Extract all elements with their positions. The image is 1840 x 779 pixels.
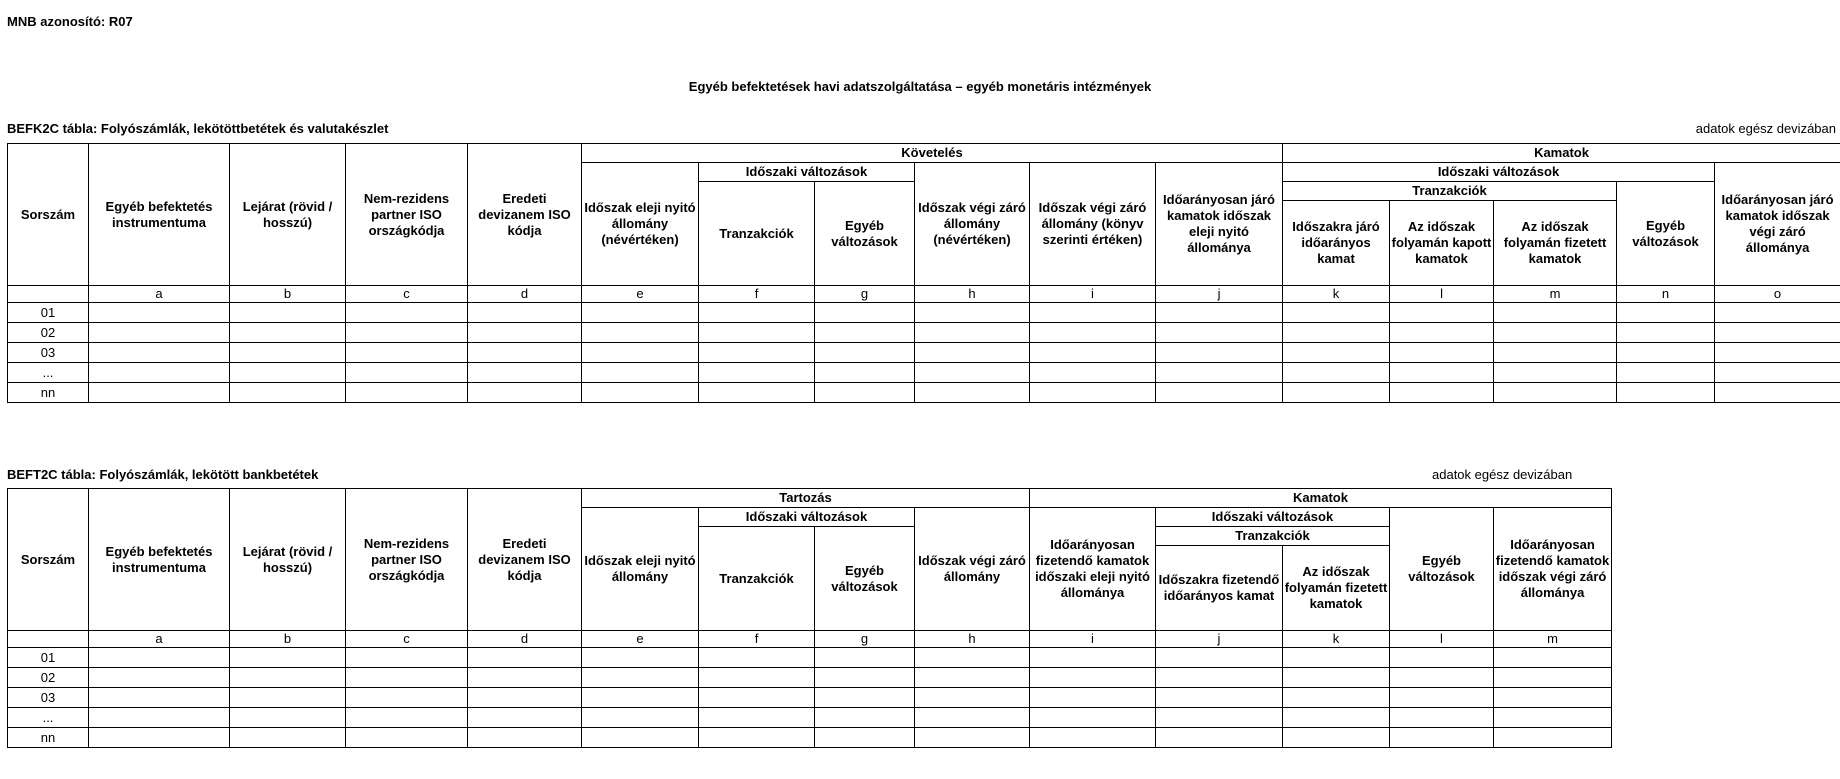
group-debt-header: Tartozás — [582, 489, 1030, 508]
data-cell[interactable] — [1390, 708, 1494, 728]
row-number: 01 — [8, 648, 89, 668]
col-currency-header: Eredeti devizanem ISO kódja — [468, 489, 582, 631]
data-cell[interactable] — [1030, 303, 1156, 323]
data-cell[interactable] — [1715, 383, 1840, 403]
int-trans-header: Tranzakciók — [1156, 527, 1390, 546]
data-cell[interactable] — [346, 323, 468, 343]
table-row — [8, 668, 1612, 688]
data-cell[interactable] — [815, 648, 915, 668]
data-cell[interactable] — [346, 648, 468, 668]
col-n-header: Egyéb változások — [1617, 182, 1715, 286]
row-number: ... — [8, 708, 89, 728]
data-cell[interactable] — [1494, 728, 1612, 748]
letter-cell: i — [1030, 286, 1156, 303]
data-cell[interactable] — [1494, 343, 1617, 363]
data-cell[interactable] — [89, 688, 230, 708]
data-cell[interactable] — [1030, 668, 1156, 688]
letter-cell: k — [1283, 286, 1390, 303]
letter-cell: a — [89, 631, 230, 648]
data-cell[interactable] — [915, 383, 1030, 403]
data-cell[interactable] — [1494, 708, 1612, 728]
data-cell[interactable] — [1617, 363, 1715, 383]
col-open-header: Időszak eleji nyitó állomány — [582, 508, 699, 631]
letter-cell: c — [346, 631, 468, 648]
data-cell[interactable] — [915, 363, 1030, 383]
data-cell[interactable] — [89, 343, 230, 363]
data-cell[interactable] — [699, 648, 815, 668]
data-cell[interactable] — [915, 343, 1030, 363]
col-j-header: Időszakra fizetendő időarányos kamat — [1156, 546, 1283, 631]
data-cell[interactable] — [1283, 343, 1390, 363]
data-cell[interactable] — [1283, 688, 1390, 708]
data-cell[interactable] — [230, 343, 346, 363]
data-cell[interactable] — [1715, 303, 1840, 323]
data-cell[interactable] — [699, 303, 815, 323]
table-row — [8, 708, 1612, 728]
data-cell[interactable] — [1715, 323, 1840, 343]
letter-cell: j — [1156, 286, 1283, 303]
data-cell[interactable] — [1283, 728, 1390, 748]
data-cell[interactable] — [468, 668, 582, 688]
letter-cell — [8, 631, 89, 648]
data-cell[interactable] — [1156, 323, 1283, 343]
data-cell[interactable] — [1494, 323, 1617, 343]
letter-cell: l — [1390, 286, 1494, 303]
col-close-header: Időszak végi záró állomány — [915, 508, 1030, 631]
data-cell[interactable] — [1494, 648, 1612, 668]
data-cell[interactable] — [468, 343, 582, 363]
data-cell[interactable] — [89, 708, 230, 728]
table-row — [8, 648, 1612, 668]
data-cell[interactable] — [1156, 303, 1283, 323]
data-cell[interactable] — [230, 688, 346, 708]
mnb-id: MNB azonosító: R07 — [7, 14, 133, 29]
data-cell[interactable] — [468, 303, 582, 323]
letter-cell: c — [346, 286, 468, 303]
main-title: Egyéb befektetések havi adatszolgáltatása – egyéb monetáris intézmények — [688, 79, 1152, 94]
data-cell[interactable] — [230, 708, 346, 728]
data-cell[interactable] — [815, 688, 915, 708]
letter-cell: m — [1494, 286, 1617, 303]
col-serial-header: Sorszám — [8, 144, 89, 286]
data-cell[interactable] — [230, 323, 346, 343]
data-cell[interactable] — [915, 728, 1030, 748]
data-cell[interactable] — [1617, 323, 1715, 343]
data-cell[interactable] — [89, 303, 230, 323]
letter-cell: i — [1030, 631, 1156, 648]
data-cell[interactable] — [815, 383, 915, 403]
letter-cell: a — [89, 286, 230, 303]
int-period-changes-header: Időszaki változások — [1156, 508, 1390, 527]
data-cell[interactable] — [468, 383, 582, 403]
data-cell[interactable] — [1390, 648, 1494, 668]
col-maturity-header: Lejárat (rövid / hosszú) — [230, 144, 346, 286]
letter-cell: b — [230, 286, 346, 303]
col-int-open-header: Időarányosan fizetendő kamatok időszaki eleji nyitó állománya — [1030, 508, 1156, 631]
data-cell[interactable] — [1715, 343, 1840, 363]
col-m-header: Időarányosan fizetendő kamatok időszak végi záró állománya — [1494, 508, 1612, 631]
data-cell[interactable] — [1156, 708, 1283, 728]
table-row — [8, 303, 1840, 323]
data-cell[interactable] — [89, 668, 230, 688]
data-cell[interactable] — [699, 728, 815, 748]
row-number: 03 — [8, 343, 89, 363]
col-instrument-header: Egyéb befektetés instrumentuma — [89, 489, 230, 631]
data-cell[interactable] — [468, 688, 582, 708]
data-cell[interactable] — [815, 363, 915, 383]
data-cell[interactable] — [346, 708, 468, 728]
letter-cell: h — [915, 286, 1030, 303]
col-l-header: Az időszak folyamán kapott kamatok — [1390, 201, 1494, 286]
data-cell[interactable] — [815, 323, 915, 343]
data-cell[interactable] — [230, 303, 346, 323]
data-cell[interactable] — [1030, 343, 1156, 363]
data-cell[interactable] — [1390, 728, 1494, 748]
row-number: 01 — [8, 303, 89, 323]
period-changes-header: Időszaki változások — [699, 508, 915, 527]
data-cell[interactable] — [699, 383, 815, 403]
row-number: ... — [8, 363, 89, 383]
col-k-header: Az időszak folyamán fizetett kamatok — [1283, 546, 1390, 631]
group-interest-header: Kamatok — [1030, 489, 1612, 508]
data-cell[interactable] — [89, 728, 230, 748]
table-row — [8, 363, 1840, 383]
table2 — [7, 488, 1612, 748]
data-cell[interactable] — [1283, 648, 1390, 668]
data-cell[interactable] — [468, 648, 582, 668]
data-cell[interactable] — [1390, 688, 1494, 708]
letter-cell: l — [1390, 631, 1494, 648]
data-cell[interactable] — [468, 728, 582, 748]
table-row — [8, 323, 1840, 343]
col-instrument-header: Egyéb befektetés instrumentuma — [89, 144, 230, 286]
letter-cell: h — [915, 631, 1030, 648]
data-cell[interactable] — [230, 648, 346, 668]
data-cell[interactable] — [582, 648, 699, 668]
col-o-header: Időarányosan járó kamatok időszak végi záró állománya — [1715, 163, 1840, 286]
letter-cell: f — [699, 286, 815, 303]
data-cell[interactable] — [815, 708, 915, 728]
group-claim-header: Követelés — [582, 144, 1283, 163]
col-trans-header: Tranzakciók — [699, 182, 815, 286]
int-period-changes-header: Időszaki változások — [1283, 163, 1715, 182]
data-cell[interactable] — [915, 648, 1030, 668]
row-number: 03 — [8, 688, 89, 708]
letter-row — [8, 631, 1612, 648]
col-open-header: Időszak eleji nyitó állomány (névértéken) — [582, 163, 699, 286]
letter-cell: g — [815, 631, 915, 648]
letter-cell: e — [582, 631, 699, 648]
letter-cell: f — [699, 631, 815, 648]
table-row — [8, 383, 1840, 403]
letter-cell: j — [1156, 631, 1283, 648]
col-close-header: Időszak végi záró állomány (névértéken) — [915, 163, 1030, 286]
data-cell[interactable] — [1494, 668, 1612, 688]
data-cell[interactable] — [1494, 383, 1617, 403]
data-cell[interactable] — [1283, 303, 1390, 323]
data-cell[interactable] — [1030, 708, 1156, 728]
data-cell[interactable] — [230, 728, 346, 748]
data-cell[interactable] — [915, 688, 1030, 708]
data-cell[interactable] — [1030, 728, 1156, 748]
int-trans-header: Tranzakciók — [1283, 182, 1617, 201]
data-cell[interactable] — [815, 303, 915, 323]
data-cell[interactable] — [699, 323, 815, 343]
data-cell[interactable] — [915, 303, 1030, 323]
col-partner-header: Nem-rezidens partner ISO országkódja — [346, 144, 468, 286]
col-trans-header: Tranzakciók — [699, 527, 815, 631]
data-cell[interactable] — [1617, 343, 1715, 363]
data-cell[interactable] — [1283, 383, 1390, 403]
data-cell[interactable] — [1030, 383, 1156, 403]
table-row — [8, 343, 1840, 363]
data-cell[interactable] — [1617, 303, 1715, 323]
table2-title: BEFT2C tábla: Folyószámlák, lekötött bankbetétek — [7, 467, 319, 482]
data-cell[interactable] — [1390, 668, 1494, 688]
col-m-header: Az időszak folyamán fizetett kamatok — [1494, 201, 1617, 286]
data-cell[interactable] — [1156, 688, 1283, 708]
table1 — [7, 143, 1840, 403]
data-cell[interactable] — [89, 648, 230, 668]
data-cell[interactable] — [699, 363, 815, 383]
data-cell[interactable] — [915, 323, 1030, 343]
data-cell[interactable] — [1283, 668, 1390, 688]
data-cell[interactable] — [1390, 363, 1494, 383]
data-cell[interactable] — [230, 668, 346, 688]
data-cell[interactable] — [582, 383, 699, 403]
letter-cell: b — [230, 631, 346, 648]
data-cell[interactable] — [230, 363, 346, 383]
data-cell[interactable] — [699, 708, 815, 728]
letter-cell: o — [1715, 286, 1840, 303]
letter-cell: k — [1283, 631, 1390, 648]
data-cell[interactable] — [346, 688, 468, 708]
data-cell[interactable] — [1715, 363, 1840, 383]
data-cell[interactable] — [582, 708, 699, 728]
data-cell[interactable] — [346, 363, 468, 383]
data-cell[interactable] — [346, 303, 468, 323]
data-cell[interactable] — [1494, 363, 1617, 383]
data-cell[interactable] — [89, 383, 230, 403]
data-cell[interactable] — [468, 708, 582, 728]
data-cell[interactable] — [1390, 303, 1494, 323]
table1-unit: adatok egész devizában — [1695, 121, 1836, 136]
letter-cell: e — [582, 286, 699, 303]
data-cell[interactable] — [1030, 648, 1156, 668]
data-cell[interactable] — [1156, 728, 1283, 748]
col-other-header: Egyéb változások — [815, 527, 915, 631]
letter-cell: d — [468, 286, 582, 303]
col-l-header: Egyéb változások — [1390, 508, 1494, 631]
letter-row — [8, 286, 1840, 303]
table1-title: BEFK2C tábla: Folyószámlák, lekötöttbetétek és valutakészlet — [7, 121, 389, 136]
data-cell[interactable] — [1494, 688, 1612, 708]
data-cell[interactable] — [582, 303, 699, 323]
letter-cell: g — [815, 286, 915, 303]
data-cell[interactable] — [1283, 323, 1390, 343]
data-cell[interactable] — [89, 363, 230, 383]
data-cell[interactable] — [1156, 343, 1283, 363]
col-partner-header: Nem-rezidens partner ISO országkódja — [346, 489, 468, 631]
data-cell[interactable] — [346, 728, 468, 748]
data-cell[interactable] — [1390, 383, 1494, 403]
period-changes-header: Időszaki változások — [699, 163, 915, 182]
data-cell[interactable] — [1390, 343, 1494, 363]
data-cell[interactable] — [1390, 323, 1494, 343]
col-serial-header: Sorszám — [8, 489, 89, 631]
table-row — [8, 688, 1612, 708]
letter-cell: n — [1617, 286, 1715, 303]
col-currency-header: Eredeti devizanem ISO kódja — [468, 144, 582, 286]
data-cell[interactable] — [582, 363, 699, 383]
data-cell[interactable] — [230, 383, 346, 403]
data-cell[interactable] — [346, 668, 468, 688]
row-number: nn — [8, 383, 89, 403]
data-cell[interactable] — [1030, 363, 1156, 383]
letter-cell: d — [468, 631, 582, 648]
data-cell[interactable] — [582, 728, 699, 748]
data-cell[interactable] — [582, 668, 699, 688]
data-cell[interactable] — [815, 668, 915, 688]
row-number: 02 — [8, 668, 89, 688]
data-cell[interactable] — [1156, 648, 1283, 668]
data-cell[interactable] — [1030, 688, 1156, 708]
data-cell[interactable] — [815, 343, 915, 363]
group-interest-header: Kamatok — [1283, 144, 1840, 163]
data-cell[interactable] — [1494, 303, 1617, 323]
col-int-open-header: Időarányosan járó kamatok időszak eleji nyitó állománya — [1156, 163, 1283, 286]
letter-cell — [8, 286, 89, 303]
data-cell[interactable] — [89, 323, 230, 343]
data-cell[interactable] — [1156, 668, 1283, 688]
col-other-header: Egyéb változások — [815, 182, 915, 286]
data-cell[interactable] — [468, 363, 582, 383]
table2-unit: adatok egész devizában — [1432, 467, 1573, 482]
data-cell[interactable] — [1156, 383, 1283, 403]
data-cell[interactable] — [582, 323, 699, 343]
data-cell[interactable] — [915, 668, 1030, 688]
data-cell[interactable] — [468, 323, 582, 343]
row-number: nn — [8, 728, 89, 748]
data-cell[interactable] — [1030, 323, 1156, 343]
data-cell[interactable] — [1156, 363, 1283, 383]
data-cell[interactable] — [1283, 363, 1390, 383]
data-cell[interactable] — [582, 688, 699, 708]
row-number: 02 — [8, 323, 89, 343]
data-cell[interactable] — [699, 668, 815, 688]
data-cell[interactable] — [1283, 708, 1390, 728]
col-close-book-header: Időszak végi záró állomány (könyv szerinti értéken) — [1030, 163, 1156, 286]
data-cell[interactable] — [815, 728, 915, 748]
data-cell[interactable] — [1617, 383, 1715, 403]
col-k-header: Időszakra járó időarányos kamat — [1283, 201, 1390, 286]
table-row — [8, 728, 1612, 748]
data-cell[interactable] — [346, 343, 468, 363]
letter-cell: m — [1494, 631, 1612, 648]
data-cell[interactable] — [346, 383, 468, 403]
col-maturity-header: Lejárat (rövid / hosszú) — [230, 489, 346, 631]
data-cell[interactable] — [699, 688, 815, 708]
data-cell[interactable] — [915, 708, 1030, 728]
data-cell[interactable] — [699, 343, 815, 363]
data-cell[interactable] — [582, 343, 699, 363]
